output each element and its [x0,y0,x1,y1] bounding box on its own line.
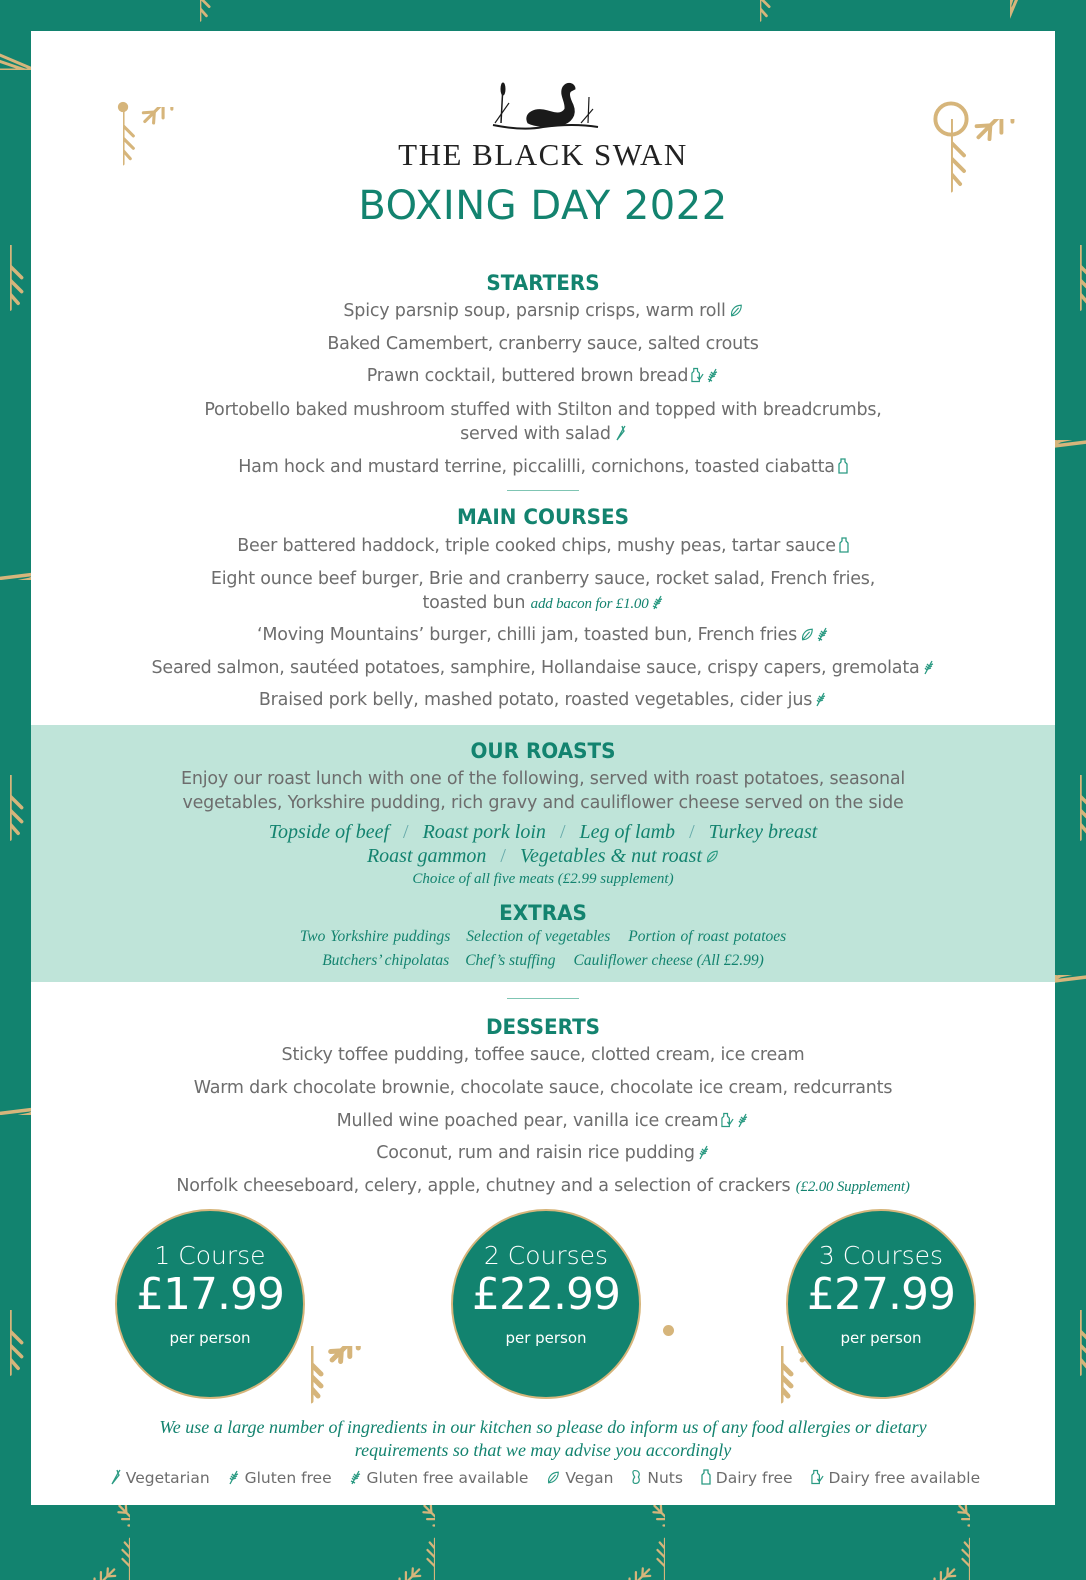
menu-item-note: add bacon for £1.00 [530,596,649,612]
roast-options-row: Roast gammon / Vegetables & nut roast [31,845,1055,870]
roast-option: Topside of beef [268,821,390,843]
dietary-legend: Vegetarian Gluten free Gluten free available Vegan Nuts Dairy free Dairy free available [31,1469,1055,1489]
section-title-desserts: DESSERTS [485,1015,601,1039]
vegetarian-icon [109,1469,121,1489]
section-title-roasts: OUR ROASTS [470,739,616,763]
gluten-free-available-icon [817,625,829,649]
gluten-free-available-icon [652,593,664,617]
gluten-free-available-icon [707,366,719,390]
roasts-section [31,725,1055,982]
gluten-free-icon [815,690,827,714]
menu-item: ‘Moving Mountains’ burger, chilli jam, toasted bun, French fries [31,623,1055,649]
menu-item: Portobello baked mushroom stuffed with Stilton and topped with breadcrumbs, served with salad [31,398,1055,448]
menu-item: Seared salmon, sautéed potatoes, samphire, Hollandaise sauce, crispy capers, gremolata [31,656,1055,682]
vegan-icon [729,301,743,325]
roast-options-row: Topside of beef / Roast pork loin / Leg of lamb / Turkey breast [268,821,818,843]
page-title: BOXING DAY 2022 [358,183,728,229]
black-swan-logo [31,75,1055,135]
section-title-starters: STARTERS [486,271,600,295]
extras-row: Two Yorkshire puddings Selection of vegetables Portion of roast potatoes [299,928,787,945]
section-title-extras: EXTRAS [499,901,587,925]
roast-option: Leg of lamb [579,821,676,843]
section-divider [507,998,579,999]
menu-item: Braised pork belly, mashed potato, roasted vegetables, cider jus [31,688,1055,714]
gluten-free-icon [698,1143,710,1167]
menu-panel [31,31,1055,1505]
dairy-free-icon [838,457,848,481]
dairy-free-icon [701,1469,711,1489]
menu-item: Mulled wine poached pear, vanilla ice cream [31,1109,1055,1135]
vegan-icon [705,847,719,870]
vegetarian-icon [614,424,626,448]
vegan-icon [546,1470,560,1489]
section-divider [507,490,579,491]
roast-option: Vegetables & nut roast [519,845,703,867]
dairy-free-available-icon [811,1469,824,1489]
decorative-dot [663,1325,674,1336]
menu-item: Warm dark chocolate brownie, chocolate sauce, chocolate ice cream, redcurrants [193,1078,893,1098]
price-badge-2-courses: 2 Courses £22.99 per person [451,1209,641,1399]
menu-item-note: (£2.00 Supplement) [795,1179,910,1195]
menu-item: Norfolk cheeseboard, celery, apple, chutney and a selection of crackers (£2.00 Supplement) [176,1176,910,1196]
section-title-mains: MAIN COURSES [457,505,629,529]
price-badge-1-course: 1 Course £17.99 per person [115,1209,305,1399]
menu-item: Eight ounce beef burger, Brie and cranberry sauce, rocket salad, French fries, toasted bun add bacon for £1.00 [31,567,1055,617]
roasts-intro: Enjoy our roast lunch with one of the following, served with roast potatoes, seasonal vegetables, Yorkshire pudding, rich gravy and cauliflower cheese served on the side [180,769,906,813]
menu-item: Beer battered haddock, triple cooked chips, mushy peas, tartar sauce [31,534,1055,560]
allergy-notice: We use a large number of ingredients in our kitchen so please do inform us of any food allergies or dietary requirements so that we may advise you accordingly [159,1417,927,1460]
roast-option: Roast gammon [366,845,487,867]
nuts-icon [631,1469,642,1489]
gluten-free-icon [737,1111,749,1135]
gluten-free-icon [228,1469,240,1489]
menu-item: Prawn cocktail, buttered brown bread [31,364,1055,390]
menu-item: Coconut, rum and raisin rice pudding [31,1141,1055,1167]
vegan-icon [800,625,814,649]
menu-item: Sticky toffee pudding, toffee sauce, clotted cream, ice cream [281,1045,805,1065]
menu-item: Spicy parsnip soup, parsnip crisps, warm roll [31,299,1055,325]
dairy-free-icon [839,536,849,560]
menu-item: Baked Camembert, cranberry sauce, salted crouts [327,334,759,354]
price-badge-3-courses: 3 Courses £27.99 per person [786,1209,976,1399]
roast-option: Roast pork loin [422,821,546,843]
gluten-free-available-icon [350,1469,362,1489]
dairy-free-available-icon [691,366,704,390]
dairy-free-available-icon [721,1111,734,1135]
roast-supplement: Choice of all five meats (£2.99 supplement) [412,871,674,887]
gluten-free-icon [923,658,935,682]
roast-option: Turkey breast [708,821,818,843]
menu-item: Ham hock and mustard terrine, piccalilli, cornichons, toasted ciabatta [31,455,1055,481]
extras-row: Butchers’ chipolatas Chef’s stuffing Cauliflower cheese (All £2.99) [322,952,764,969]
brand-name: THE BLACK SWAN [398,137,688,172]
